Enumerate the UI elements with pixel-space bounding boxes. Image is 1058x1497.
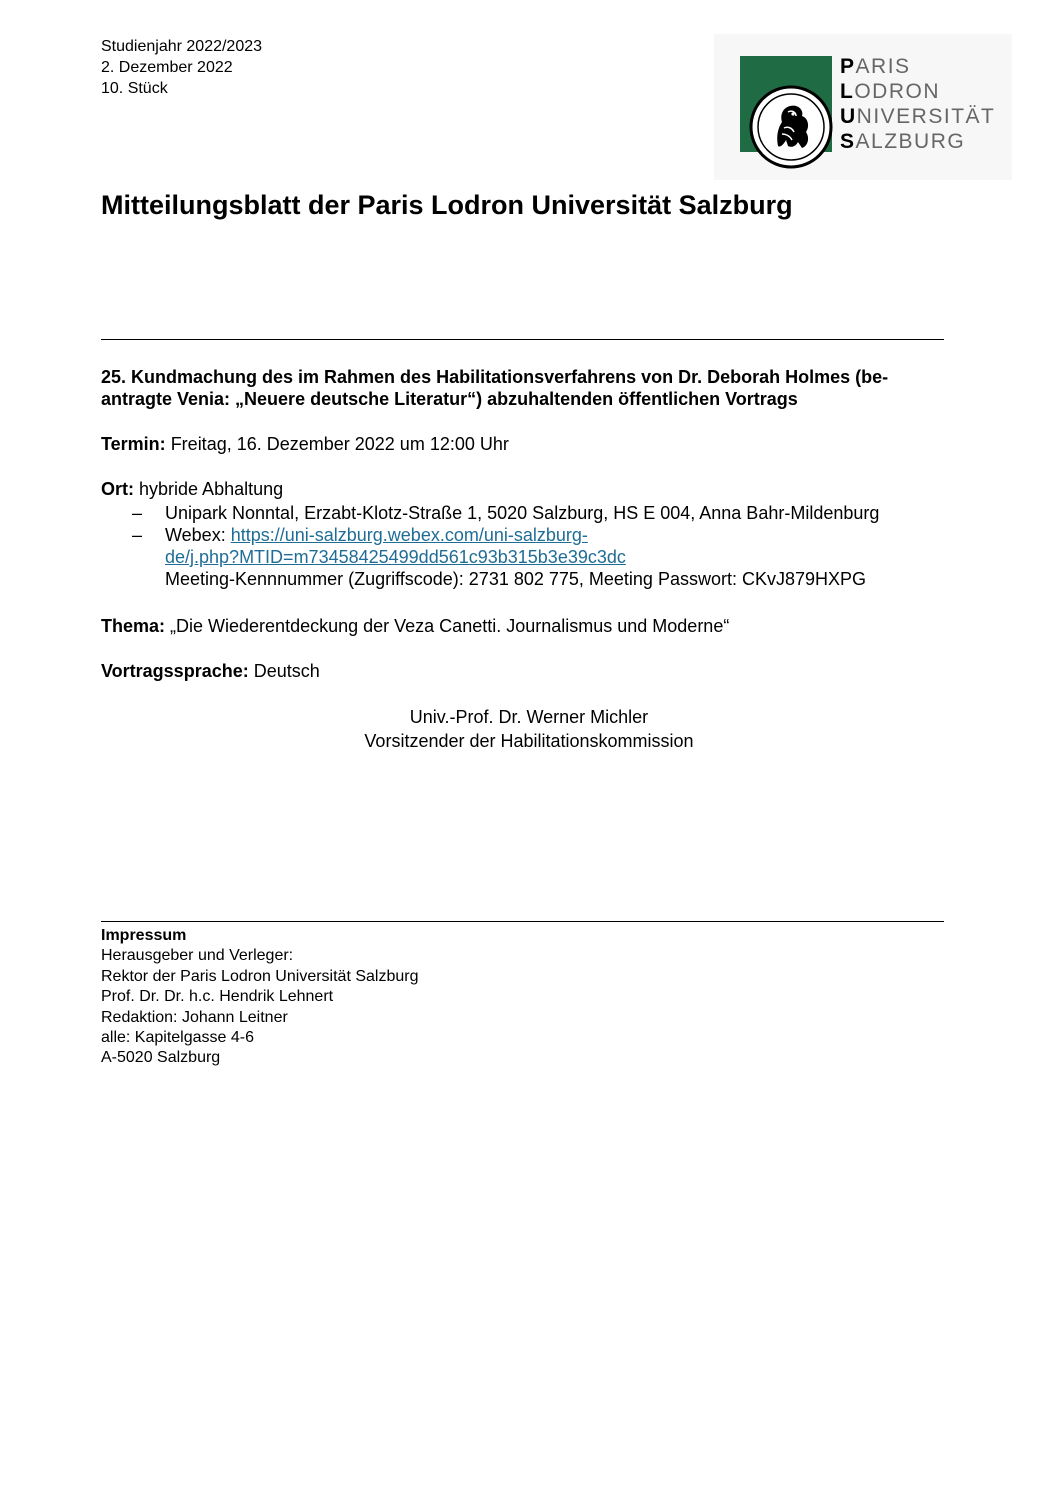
- ort-list: [101, 502, 879, 590]
- logo-wordmark: [840, 54, 995, 154]
- signature-role: Vorsitzender der Habilitationskommission: [364, 731, 694, 751]
- logo-line-lodron: LODRON: [840, 80, 940, 103]
- impressum-line: Prof. Dr. Dr. h.c. Hendrik Lehnert: [101, 988, 334, 1006]
- signature-block: [300, 705, 758, 753]
- announcement-heading: [101, 366, 981, 410]
- logo-line-paris: PARIS: [840, 55, 911, 78]
- divider-bottom: [101, 921, 944, 922]
- impressum-line: A-5020 Salzburg: [101, 1049, 221, 1067]
- announcement-line-2: antragte Venia: „Neuere deutsche Literatur“) abzuhaltenden öffentlichen Vortrags: [101, 389, 798, 409]
- thema-row: [101, 615, 729, 637]
- header-meta: [101, 36, 262, 99]
- sprache-value: Deutsch: [253, 661, 320, 681]
- logo-line-salzburg: SALZBURG: [840, 130, 966, 153]
- webex-label: Webex:: [165, 525, 226, 545]
- announcement-line-1: 25. Kundmachung des im Rahmen des Habilitationsverfahrens von Dr. Deborah Holmes (be-: [101, 367, 889, 387]
- dash-bullet: –: [132, 525, 143, 545]
- termin-row: [101, 433, 509, 455]
- list-item-venue: [101, 502, 879, 524]
- thema-value: „Die Wiederentdeckung der Veza Canetti. Journalismus und Moderne“: [170, 616, 730, 636]
- ort-label: Ort:: [101, 479, 134, 499]
- meeting-info: Meeting-Kennnummer (Zugriffscode): 2731 802 775, Meeting Passwort: CKvJ879HXPG: [165, 569, 867, 589]
- dash-bullet: –: [132, 503, 143, 523]
- university-logo: [714, 34, 1012, 180]
- lion-seal-icon: [748, 84, 834, 170]
- study-year: Studienjahr 2022/2023: [101, 38, 263, 55]
- page-title: Mitteilungsblatt der Paris Lodron Universität Salzburg: [101, 190, 793, 220]
- venue-text: Unipark Nonntal, Erzabt-Klotz-Straße 1, 5020 Salzburg, HS E 004, Anna Bahr-Mildenburg: [165, 503, 880, 523]
- ort-value: hybride Abhaltung: [139, 479, 284, 499]
- list-item-webex: [101, 524, 879, 590]
- sprache-label: Vortragssprache:: [101, 661, 249, 681]
- divider-top: [101, 339, 944, 340]
- impressum-title: Impressum: [101, 927, 187, 944]
- issue-number: 10. Stück: [101, 80, 168, 97]
- termin-label: Termin:: [101, 434, 166, 454]
- thema-label: Thema:: [101, 616, 166, 636]
- webex-link-line-2[interactable]: de/j.php?MTID=m73458425499dd561c93b315b3e39c3dc: [165, 547, 626, 567]
- impressum-line: alle: Kapitelgasse 4-6: [101, 1029, 254, 1047]
- impressum-line: Rektor der Paris Lodron Universität Salzburg: [101, 967, 419, 985]
- webex-link[interactable]: [165, 525, 626, 567]
- impressum-line: Redaktion: Johann Leitner: [101, 1008, 288, 1026]
- issue-date: 2. Dezember 2022: [101, 59, 233, 76]
- ort-row: [101, 478, 283, 500]
- sprache-row: [101, 660, 320, 682]
- logo-line-universitaet: UNIVERSITÄT: [840, 105, 996, 128]
- termin-value: Freitag, 16. Dezember 2022 um 12:00 Uhr: [170, 434, 509, 454]
- webex-link-line-1[interactable]: https://uni-salzburg.webex.com/uni-salzburg-: [230, 525, 588, 545]
- impressum-line: Herausgeber und Verleger:: [101, 947, 294, 965]
- impressum: [101, 926, 418, 1069]
- signature-name: Univ.-Prof. Dr. Werner Michler: [409, 707, 649, 727]
